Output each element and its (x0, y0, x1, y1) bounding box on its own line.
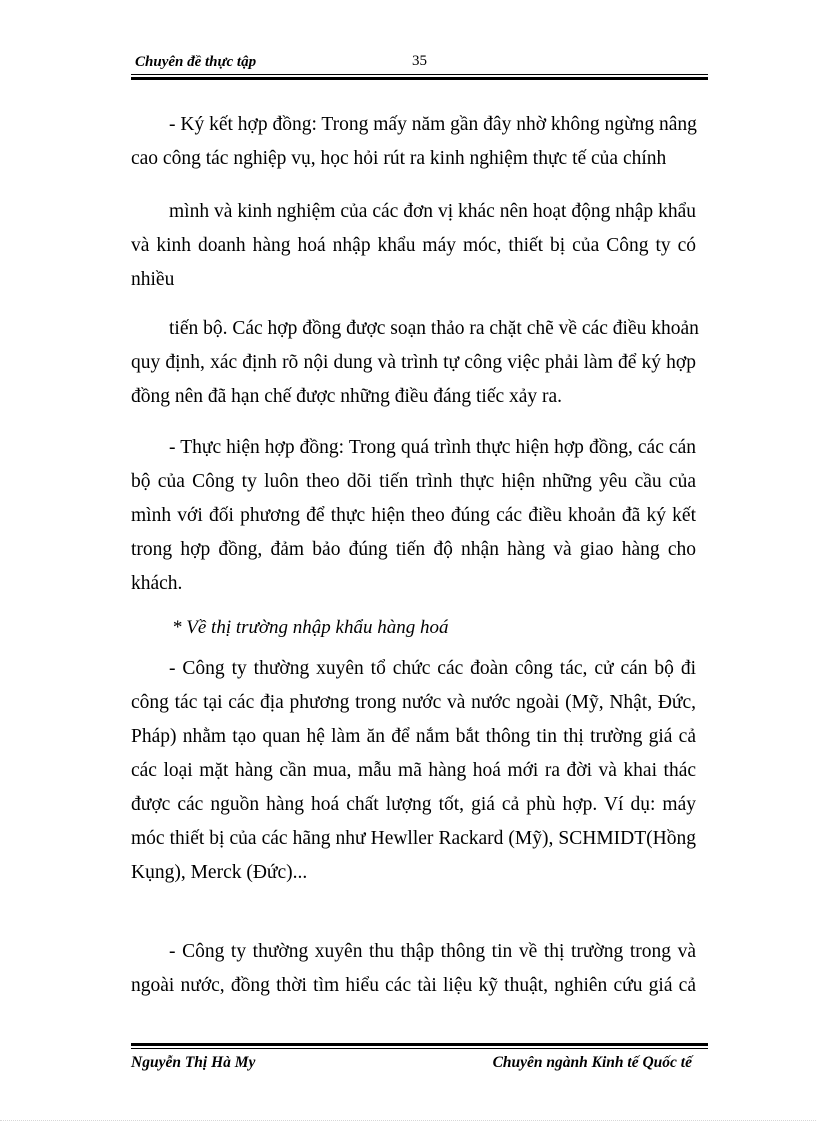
text-line: đồng nên đã hạn chế được những điều đáng tiếc xảy ra. (131, 386, 563, 407)
header-rule-thin (131, 74, 708, 75)
footer-rule-thin (131, 1048, 708, 1049)
text-line: khách. (131, 573, 183, 594)
text-line: - Công ty thường xuyên thu thập thông tin về thị trường trong và (169, 941, 696, 962)
header-rule-thick (131, 77, 708, 80)
text-line: - Công ty thường xuyên tổ chức các đoàn công tác, cử cán bộ đi (169, 658, 696, 679)
text-line: tiến bộ. Các hợp đồng được soạn thảo ra chặt chẽ về các điều khoản (169, 318, 699, 339)
text-line: Pháp) nhằm tạo quan hệ làm ăn để nắm bắt thông tin thị trường giá cả (131, 726, 696, 747)
footer-rule-thick (131, 1043, 708, 1046)
paragraph-contract-execution (131, 431, 696, 601)
major-name: Chuyên ngành Kinh tế Quốc tế (492, 1054, 692, 1071)
page-number: 35 (412, 53, 427, 69)
text-line: các loại mặt hàng cần mua, mẫu mã hàng hoá mới ra đời và khai thác (131, 760, 696, 781)
text-line: nhiều (131, 269, 175, 290)
text-line: - Thực hiện hợp đồng: Trong quá trình thực hiện hợp đồng, các cán (169, 437, 696, 458)
text-line: bộ của Công ty luôn theo dõi tiến trình thực hiện những yêu cầu của (131, 471, 696, 492)
text-line: công tác tại các địa phương trong nước và nước ngoài (Mỹ, Nhật, Đức, (131, 692, 696, 713)
page-header (131, 52, 708, 74)
text-line: mình và kinh nghiệm của các đơn vị khác nên hoạt động nhập khẩu (169, 201, 696, 222)
text-line: được các nguồn hàng hoá chất lượng tốt, giá cả phù hợp. Ví dụ: máy (131, 794, 696, 815)
page-bottom-divider (0, 1120, 816, 1121)
paragraph-market-information (131, 935, 696, 1003)
text-line: cao công tác nghiệp vụ, học hỏi rút ra kinh nghiệm thực tế của chính (131, 148, 667, 169)
text-line: trong hợp đồng, đảm bảo đúng tiến độ nhận hàng và giao hàng cho (131, 539, 696, 560)
document-title: Chuyên đề thực tập (135, 54, 257, 70)
paragraph-experience (131, 195, 696, 297)
paragraph-progress (131, 312, 699, 414)
text-line: móc thiết bị của các hãng như Hewller Rackard (Mỹ), SCHMIDT(Hồng (131, 828, 696, 849)
paragraph-signing-contracts (131, 108, 696, 176)
text-line: mình với đối phương để thực hiện theo đúng các điều khoản đã ký kết (131, 505, 696, 526)
text-line: Kụng), Merck (Đức)... (131, 862, 308, 883)
section-subheading: * Về thị trường nhập khẩu hàng hoá (172, 617, 449, 638)
text-line: quy định, xác định rõ nội dung và trình tự công việc phải làm để ký hợp (131, 352, 696, 373)
text-line: - Ký kết hợp đồng: Trong mấy năm gần đây nhờ không ngừng nâng (169, 114, 697, 135)
author-name: Nguyễn Thị Hà My (131, 1054, 256, 1071)
text-line: ngoài nước, đồng thời tìm hiểu các tài liệu kỹ thuật, nghiên cứu giá cả (131, 975, 696, 996)
text-line: và kinh doanh hàng hoá nhập khẩu máy móc, thiết bị của Công ty có (131, 235, 696, 256)
paragraph-business-trips (131, 652, 696, 890)
